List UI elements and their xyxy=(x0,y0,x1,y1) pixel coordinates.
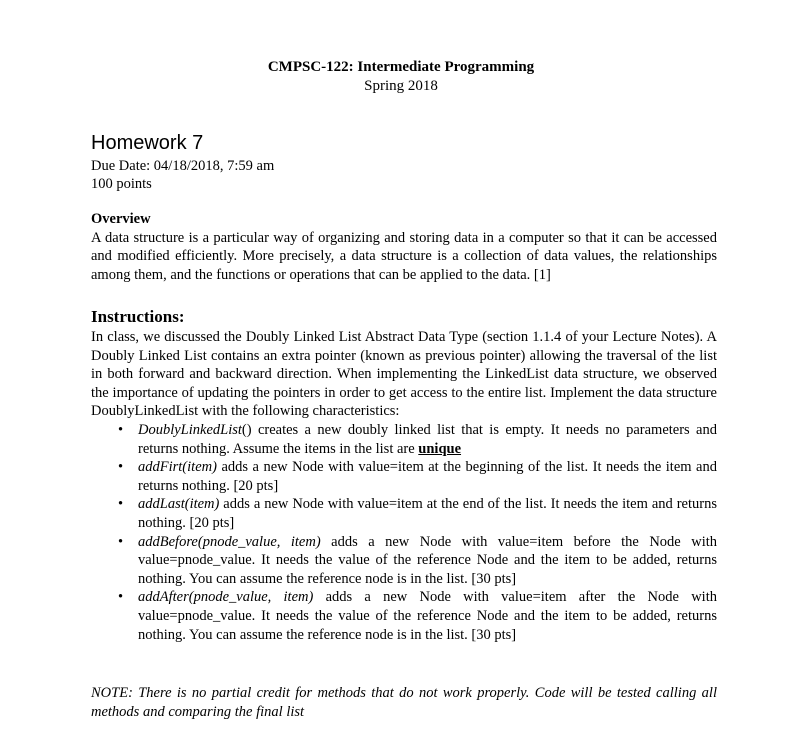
method-description: () creates a new doubly linked list that is empty. It needs no parameters and returns nothing. Assume the items in the list are xyxy=(138,421,717,457)
list-item xyxy=(91,533,717,589)
bullet-icon: • xyxy=(118,589,124,606)
list-item xyxy=(91,421,717,458)
document-header xyxy=(0,58,802,96)
instructions-section xyxy=(91,306,717,644)
list-item xyxy=(91,495,717,532)
homework-meta xyxy=(91,157,274,193)
due-date: Due Date: 04/18/2018, 7:59 am xyxy=(91,158,275,174)
method-signature: DoublyLinkedList xyxy=(138,421,242,438)
method-signature: addLast(item) xyxy=(138,496,220,513)
course-title: CMPSC-122: Intermediate Programming xyxy=(267,59,535,75)
instructions-heading: Instructions: xyxy=(91,307,185,326)
overview-section xyxy=(91,210,717,284)
emphasis-unique: unique xyxy=(418,440,462,457)
method-signature: addBefore(pnode_value, item) xyxy=(138,533,321,550)
points-total: 100 points xyxy=(91,176,152,192)
list-item xyxy=(91,588,717,644)
grading-note: NOTE: There is no partial credit for methods that do not work properly. Code will be tested calling all methods and comparing the final list xyxy=(91,685,717,720)
method-description: adds a new Node with value=item before the Node with value=pnode_value. It needs the value of the reference Node and the item to be added, returns nothing. You can assume the reference node is in the list. [30 pts] xyxy=(138,533,717,587)
method-description: adds a new Node with value=item at the end of the list. It needs the item and returns nothing. [20 pts] xyxy=(138,496,717,531)
method-description: adds a new Node with value=item after the Node with value=pnode_value. It needs the value of the reference Node and the item to be added, returns nothing. You can assume the reference node is in the list. [30 pts] xyxy=(138,589,717,643)
list-item xyxy=(91,458,717,495)
overview-body: A data structure is a particular way of organizing and storing data in a computer so that it can be accessed and modified efficiently. More precisely, a data structure is a collection of data values, the relationships among them, and the functions or operations that can be applied to the data. [1] xyxy=(91,229,717,283)
instructions-body: In class, we discussed the Doubly Linked List Abstract Data Type (section 1.1.4 of your Lecture Notes). A Doubly Linked List contains an extra pointer (known as previous pointer) allowing the traversal of the list in both forward and backward direction. When implementing the LinkedList data structure, we observed the importance of updating the pointers in order to get access to the entire list. Implement the data structure DoublyLinkedList with the following characteristics: xyxy=(91,329,717,420)
bullet-icon: • xyxy=(118,459,124,476)
method-signature: addFirt(item) xyxy=(138,459,217,476)
homework-title: Homework 7 xyxy=(91,132,204,154)
method-description: adds a new Node with value=item at the beginning of the list. It needs the item and returns nothing. [20 pts] xyxy=(138,459,717,494)
bullet-icon: • xyxy=(118,421,124,438)
method-signature: addAfter(pnode_value, item) xyxy=(138,589,314,606)
overview-heading: Overview xyxy=(91,211,151,227)
bullet-icon: • xyxy=(118,533,124,550)
term-label: Spring 2018 xyxy=(364,78,438,94)
method-list xyxy=(91,421,717,644)
bullet-icon: • xyxy=(118,496,124,513)
